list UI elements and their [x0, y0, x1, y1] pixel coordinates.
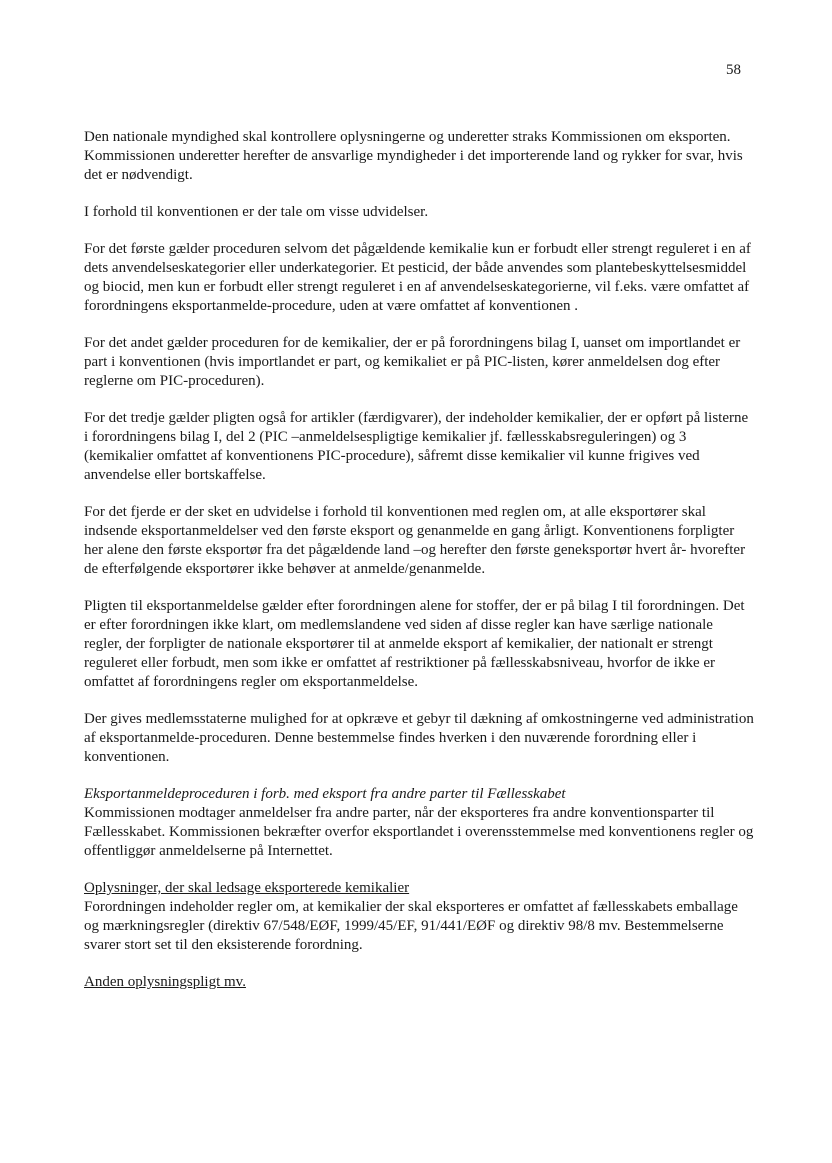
section-heading-other-duty: Anden oplysningspligt mv. [84, 974, 246, 990]
paragraph-5: For det tredje gælder pligten også for artikler (færdigvarer), der indeholder kemikalier, der er opført på listerne i forordningens bilag I, del 2 (PIC –anmeldelsespligtige kemikalier jf. fællesskabsreguleringen) og 3 (kemikalier omfattet af konventionens PIC-procedure), såfremt disse kemikalier vil kunne frigives ved anvendelse eller bortskaffelse. [84, 410, 749, 483]
section-export-other-parties [84, 785, 754, 861]
page-number: 58 [726, 62, 741, 78]
paragraph-4: For det andet gælder proceduren for de kemikalier, der er på forordningens bilag I, uanset om importlandet er part i konventionen (hvis importlandet er part, og kemikaliet er på PIC-listen, kører anmeldelsen dog efter reglerne om PIC-proceduren). [84, 335, 741, 389]
section-heading-information: Oplysninger, der skal ledsage eksporterede kemikalier [84, 880, 410, 896]
section-information [84, 879, 754, 955]
section-body-export-other: Kommissionen modtager anmeldelser fra andre parter, når der eksporteres fra andre konventionsparter til Fællesskabet. Kommissionen bekræfter overfor eksportlandet i overensstemmelse med konventionens regler og offentliggør anmeldelserne på Internettet. [84, 805, 754, 859]
document-body [84, 128, 754, 1010]
section-heading-export-other: Eksportanmeldeproceduren i forb. med eksport fra andre parter til Fællesskabet [84, 786, 566, 802]
paragraph-6: For det fjerde er der sket en udvidelse i forhold til konventionen med reglen om, at alle eksportører skal indsende eksportanmeldelser ved den første eksport og genanmelde en gang årligt. Konventionens forpligter her alene den første eksportør fra det pågældende land –og herefter den første geneksportør hvert år- hvorefter de efterfølgende eksportører ikke behøver at anmelde/genanmelde. [84, 504, 746, 577]
paragraph-8: Der gives medlemsstaterne mulighed for at opkræve et gebyr til dækning af omkostningerne ved administration af eksportanmelde-proceduren. Denne bestemmelse findes hverken i den nuværende forordning eller i konventionen. [84, 711, 754, 765]
section-other-duty [84, 973, 754, 992]
paragraph-2: I forhold til konventionen er der tale om visse udvidelser. [84, 204, 429, 220]
paragraph-7: Pligten til eksportanmeldelse gælder efter forordningen alene for stoffer, der er på bilag I til forordningen. Det er efter forordningen ikke klart, om medlemslandene ved siden af disse regler kan have særlige nationale regler, der forpligter de nationale eksportører til at anmelde eksport af kemikalier, der nationalt er strengt reguleret eller forbudt, men som ikke er omfattet af restriktioner på fællesskabsniveau, hvorfor de ikke er omfattet af forordningens regler om eksportanmeldelse. [84, 598, 745, 690]
paragraph-3: For det første gælder proceduren selvom det pågældende kemikalie kun er forbudt eller strengt reguleret i en af dets anvendelseskategorier eller underkategorier. Et pesticid, der både anvendes som plantebeskyttelsesmiddel og biocid, men kun er forbudt eller strengt reguleret i en af anvendelseskategorierne, vil f.eks. være omfattet af forordningens eksportanmelde-procedure, uden at være omfattet af konventionen . [84, 241, 751, 314]
paragraph-1: Den nationale myndighed skal kontrollere oplysningerne og underetter straks Kommissionen om eksporten. Kommissionen underetter herefter de ansvarlige myndigheder i det importerende land og rykker for svar, hvis det er nødvendigt. [84, 129, 743, 183]
section-body-information: Forordningen indeholder regler om, at kemikalier der skal eksporteres er omfattet af fællesskabets emballage og mærkningsregler (direktiv 67/548/EØF, 1999/45/EF, 91/441/EØF og direktiv 98/8 mv. Bestemmelserne svarer stort set til den eksisterende forordning. [84, 899, 738, 953]
